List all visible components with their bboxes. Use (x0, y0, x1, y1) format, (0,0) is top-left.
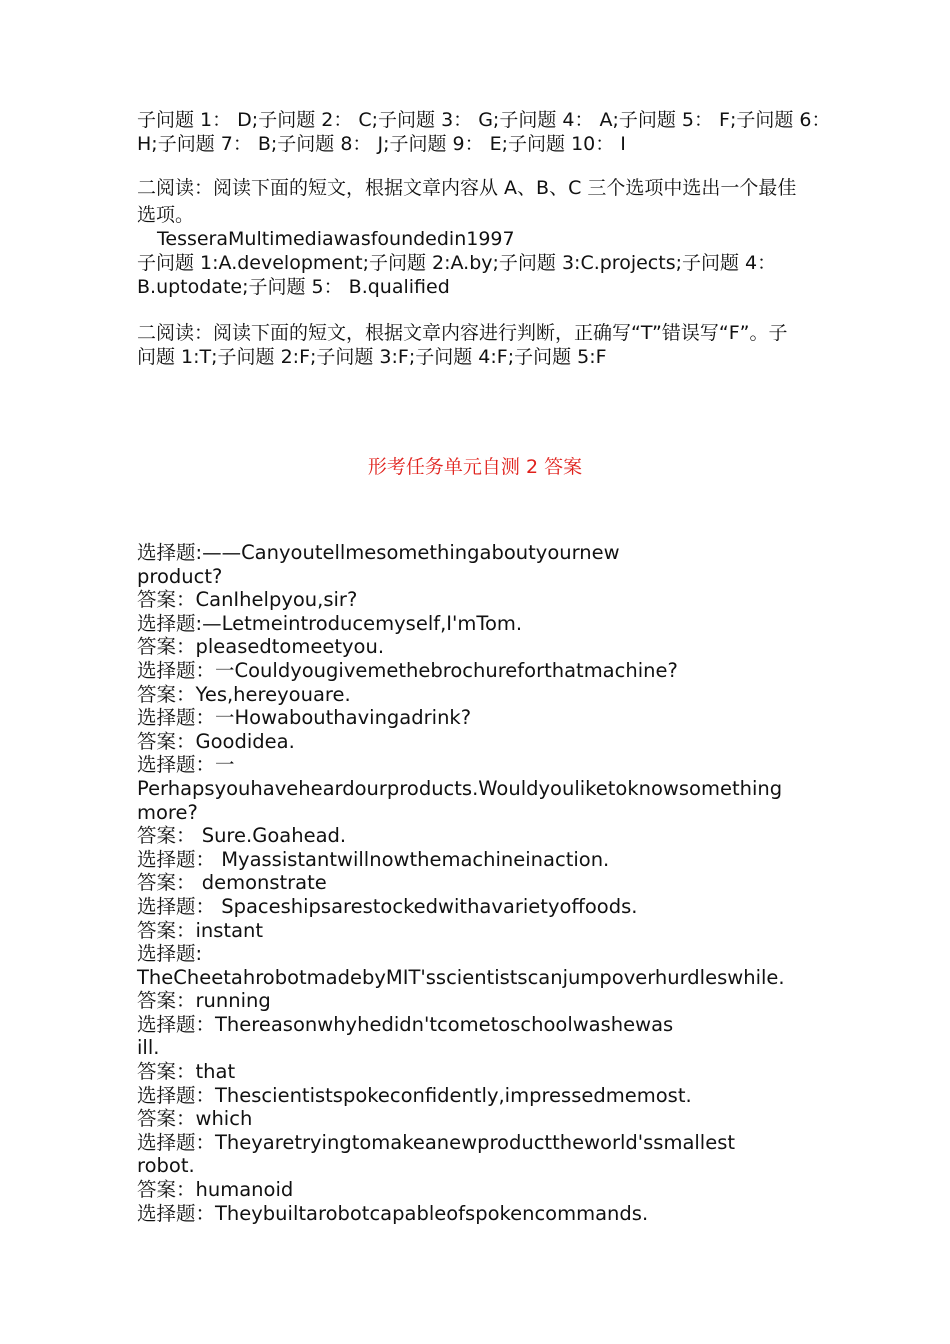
qa-line: 选择题：Theybuiltarobotcapableofspokencommands. (137, 1201, 649, 1225)
section1-answers-line1: 子问题 1： D;子问题 2： C;子问题 3： G;子问题 4： A;子问题 5： F;子问题 6： (137, 109, 831, 131)
qa-list (137, 541, 817, 1225)
qa-line: more? (137, 800, 198, 824)
spacer (137, 299, 817, 321)
qa-line: ill. (137, 1036, 160, 1060)
qa-line: 选择题：一 (137, 753, 235, 777)
qa-line: 答案：humanoid (137, 1178, 294, 1202)
qa-line: 答案： Sure.Goahead. (137, 824, 347, 848)
qa-line: 选择题：一Howabouthavingadrink? (137, 706, 472, 730)
qa-line: 答案：running (137, 989, 271, 1013)
qa-line: 答案：which (137, 1107, 253, 1131)
qa-line: product? (137, 564, 223, 588)
qa-line: 选择题：Theyaretryingtomakeanewproducttheworld'ssmallest (137, 1130, 736, 1154)
qa-line: 选择题:——Canyoutellmesomethingaboutyournew (137, 541, 620, 564)
qa-line: 答案：Goodidea. (137, 729, 295, 753)
qa-line: 选择题： Spaceshipsarestockedwithavarietyoffoods. (137, 894, 638, 918)
answer-document (137, 108, 831, 369)
qa-line: 答案：that (137, 1060, 236, 1084)
section2-answers-line2: B.uptodate;子问题 5： B.qualified (137, 276, 450, 298)
spacer (137, 156, 817, 178)
section2-heading-line1: 二阅读：阅读下面的短文，根据文章内容从 A、B、C 三个选项中选出一个最佳 (137, 177, 797, 199)
answer-key-title: 形考任务单元自测 2 答案 (367, 456, 583, 478)
qa-line: 选择题：Thereasonwhyhedidn'tcometoschoolwashewas (137, 1012, 674, 1036)
section2-passage-title: TesseraMultimediawasfoundedin1997 (157, 228, 515, 250)
qa-line: 答案：CanIhelpyou,sir? (137, 588, 358, 612)
section3-answers-line2: 问题 1:T;子问题 2:F;子问题 3:F;子问题 4:F;子问题 5:F (137, 346, 607, 368)
section1-answers-line2: H;子问题 7： B;子问题 8： J;子问题 9： E;子问题 10： I (137, 133, 626, 155)
qa-line: robot. (137, 1154, 195, 1178)
qa-line: 答案： demonstrate (137, 871, 327, 895)
section3-heading-line1: 二阅读：阅读下面的短文，根据文章内容进行判断，正确写“T”错误写“F”。子 (137, 322, 788, 344)
qa-line: 答案：pleasedtomeetyou. (137, 635, 385, 659)
section2-heading-line2: 选项。 (137, 204, 195, 226)
qa-line: 选择题： Myassistantwillnowthemachineinaction. (137, 847, 610, 871)
section2-answers-line1: 子问题 1:A.development;子问题 2:A.by;子问题 3:C.projects;子问题 4： (137, 252, 777, 274)
qa-line: 答案：Yes,hereyouare. (137, 682, 351, 706)
qa-line: 选择题：一Couldyougivemethebrochureforthatmachine? (137, 658, 678, 682)
qa-line: 选择题：Thescientistspokeconfidently,impressedmemost. (137, 1083, 692, 1107)
qa-line: Perhapsyouhaveheardourproducts.Wouldyouliketoknowsomething (137, 776, 783, 800)
qa-line: 答案：instant (137, 918, 264, 942)
qa-line: 选择题:—Letmeintroducemyself,I'mTom. (137, 611, 523, 635)
qa-line: TheCheetahrobotmadebyMIT'sscientistscanjumpoverhurdleswhile. (137, 965, 785, 989)
qa-line: 选择题: (137, 942, 203, 966)
